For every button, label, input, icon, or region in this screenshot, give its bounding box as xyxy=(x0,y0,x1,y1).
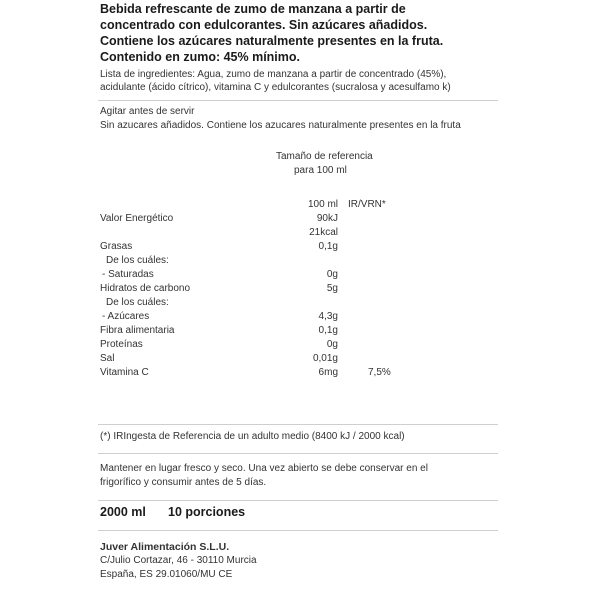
nutrient-value: 90kJ xyxy=(316,213,338,224)
usage-instruction: Agitar antes de servir xyxy=(100,106,195,117)
nutrition-row xyxy=(98,227,498,240)
reference-size-sub: para 100 ml xyxy=(294,165,347,176)
nutrient-name: Fibra alimentaria xyxy=(100,325,175,336)
divider xyxy=(98,500,498,501)
ingredients-line-1: Lista de ingredientes: Agua, zumo de manzana a partir de concentrado (45%), xyxy=(100,69,447,80)
nutrition-row xyxy=(98,353,498,366)
nutrition-row xyxy=(98,213,498,226)
nutrient-value: 0,1g xyxy=(318,325,338,336)
company-address: C/Julio Cortazar, 46 - 30110 Murcia xyxy=(100,555,257,566)
storage-instructions-line-1: Mantener en lugar fresco y seco. Una vez abierto se debe conservar en el xyxy=(100,463,428,474)
nutrient-name: - Saturadas xyxy=(102,269,154,280)
nutrient-value: 0g xyxy=(326,339,338,350)
divider xyxy=(98,453,498,454)
storage-instructions-line-2: frigorífico y consumir antes de 5 días. xyxy=(100,477,267,488)
product-description-line-2: concentrado con edulcorantes. Sin azúcares añadidos. xyxy=(100,18,428,32)
nutrition-row xyxy=(98,283,498,296)
product-label xyxy=(98,0,498,600)
nutrition-row xyxy=(98,311,498,324)
juice-content: Contenido en zumo: 45% mínimo. xyxy=(100,50,301,64)
nutrient-name: Valor Energético xyxy=(100,213,174,224)
nutrition-row xyxy=(98,269,498,282)
column-header-per-100ml: 100 ml xyxy=(308,199,339,210)
company-name: Juver Alimentación S.L.U. xyxy=(100,541,230,553)
nutrition-row xyxy=(98,297,498,310)
nutrient-value: 0,1g xyxy=(318,241,338,252)
nutrient-value: 5g xyxy=(326,283,338,294)
nutrient-value: 21kcal xyxy=(309,227,338,238)
no-added-sugar-note: Sin azucares añadidos. Contiene los azucares naturalmente presentes en la fruta xyxy=(100,120,461,131)
nutrient-value: 4,3g xyxy=(318,311,338,322)
nutrient-value: 6mg xyxy=(318,367,338,378)
nutrition-row xyxy=(98,325,498,338)
nutrition-row xyxy=(98,367,498,380)
nutrition-row xyxy=(98,339,498,352)
divider xyxy=(98,100,498,101)
sanitary-registry: España, ES 29.01060/MU CE xyxy=(100,569,233,580)
nutrient-name: De los cuáles: xyxy=(106,255,169,266)
divider xyxy=(98,530,498,531)
reference-intake-footnote: (*) IRIngesta de Referencia de un adulto medio (8400 kJ / 2000 kcal) xyxy=(100,431,405,442)
portion-count: 10 porciones xyxy=(168,505,246,519)
product-description-line-1: Bebida refrescante de zumo de manzana a partir de xyxy=(100,2,406,16)
nutrient-name: De los cuáles: xyxy=(106,297,169,308)
nutrition-row xyxy=(98,255,498,268)
package-volume: 2000 ml xyxy=(100,505,146,519)
nutrient-value: 0,01g xyxy=(312,353,338,364)
reference-size-title: Tamaño de referencia xyxy=(276,151,373,162)
nutrient-name: Vitamina C xyxy=(100,367,149,378)
nutrient-name: - Azúcares xyxy=(102,311,150,322)
nutrient-name: Hidratos de carbono xyxy=(100,283,191,294)
product-description-line-3: Contiene los azúcares naturalmente presentes en la fruta. xyxy=(100,34,444,48)
nutrient-name: Sal xyxy=(100,353,115,364)
nutrient-name: Proteínas xyxy=(100,339,143,350)
nutrient-value: 0g xyxy=(326,269,338,280)
column-header-ir: IR/VRN* xyxy=(348,199,386,210)
nutrient-name: Grasas xyxy=(100,241,133,252)
ingredients-line-2: acidulante (ácido cítrico), vitamina C y edulcorantes (sucralosa y acesulfamo k) xyxy=(100,82,451,93)
divider xyxy=(98,424,498,425)
nutrition-row xyxy=(98,241,498,254)
nutrient-ir-percent: 7,5% xyxy=(368,367,391,378)
